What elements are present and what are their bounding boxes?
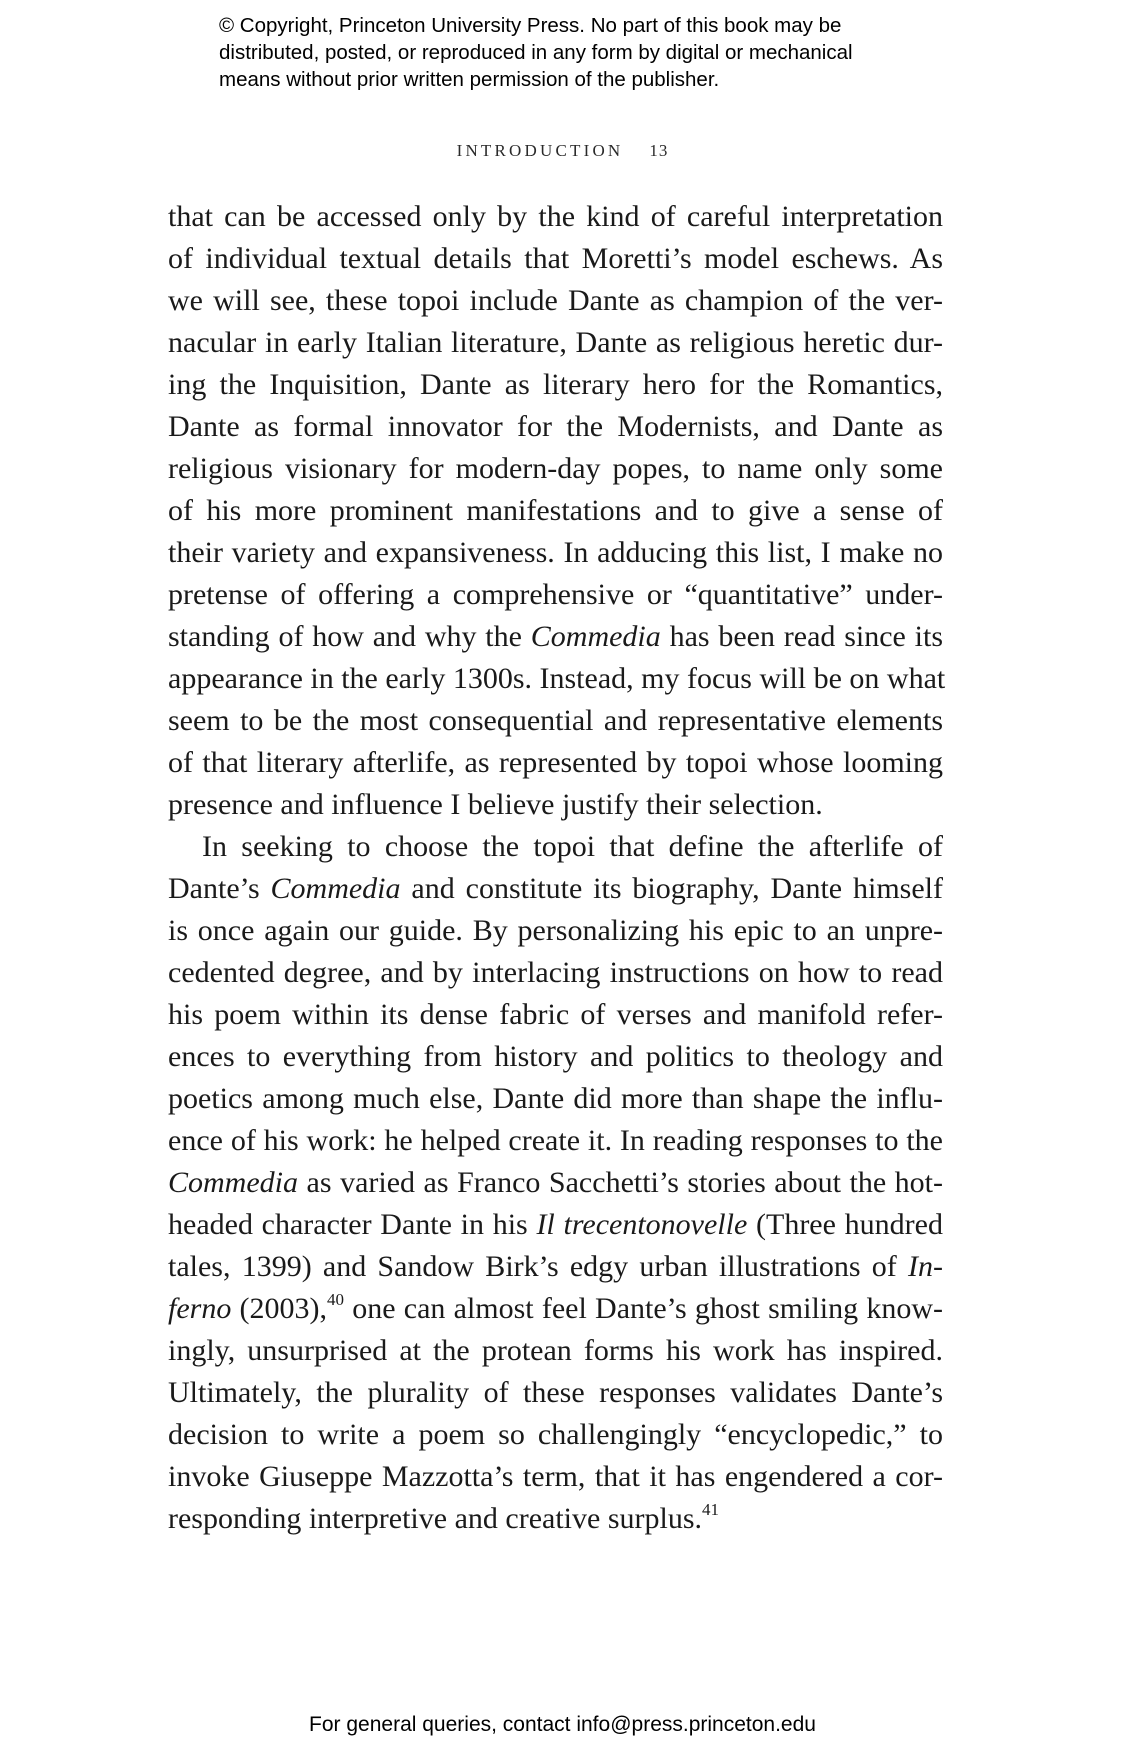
italic-title: ferno	[168, 1292, 232, 1325]
text-line: we will see, these topoi include Dante as champion of the ver-	[168, 284, 943, 317]
copyright-notice	[219, 12, 979, 93]
text-line	[168, 1288, 943, 1330]
text-run: has been read since its	[660, 620, 943, 653]
text-run: Dante’s	[168, 872, 271, 905]
text-line: ingly, unsurprised at the protean forms his work has inspired.	[168, 1334, 943, 1367]
text-line	[168, 868, 943, 910]
text-line: ence of his work: he helped create it. In reading responses to the	[168, 1124, 943, 1157]
text-line: is once again our guide. By personalizing his epic to an unpre-	[168, 914, 943, 947]
body-text	[168, 196, 946, 1540]
text-line: of individual textual details that Moretti’s model eschews. As	[168, 242, 943, 275]
text-line: In seeking to choose the topoi that define the afterlife of	[202, 830, 943, 863]
text-line: that can be accessed only by the kind of careful interpretation	[168, 200, 943, 233]
footer-contact: For general queries, contact info@press.princeton.edu	[309, 1713, 816, 1736]
text-run: one can almost feel Dante’s ghost smiling know-	[344, 1292, 943, 1325]
text-line: invoke Giuseppe Mazzotta’s term, that it has engendered a cor-	[168, 1460, 943, 1493]
text-run: responding interpretive and creative surplus.	[168, 1502, 702, 1535]
text-run: as varied as Franco Sacchetti’s stories about the hot-	[298, 1166, 943, 1199]
text-run: (2003),	[231, 1292, 328, 1325]
copyright-line: © Copyright, Princeton University Press. No part of this book may be	[219, 14, 842, 37]
text-line: poetics among much else, Dante did more than shape the influ-	[168, 1082, 943, 1115]
text-line: of that literary afterlife, as represented by topoi whose looming	[168, 746, 943, 779]
text-line: Ultimately, the plurality of these responses validates Dante’s	[168, 1376, 943, 1409]
footnote-marker[interactable]: 40	[327, 1290, 345, 1309]
running-head	[0, 141, 1125, 161]
text-line: cedented degree, and by interlacing instructions on how to read	[168, 956, 943, 989]
text-line: ing the Inquisition, Dante as literary hero for the Romantics,	[168, 368, 943, 401]
italic-title: Commedia	[270, 872, 401, 905]
text-run: tales, 1399) and Sandow Birk’s edgy urban illustrations of	[168, 1250, 909, 1283]
text-line: decision to write a poem so challengingly “encyclopedic,” to	[168, 1418, 943, 1451]
text-line	[168, 1204, 943, 1246]
italic-title: Commedia	[530, 620, 661, 653]
text-run: (Three hundred	[747, 1208, 943, 1241]
text-line: presence and influence I believe justify their selection.	[168, 788, 823, 821]
italic-title: Commedia	[168, 1166, 298, 1199]
text-line: seem to be the most consequential and representative elements	[168, 704, 943, 737]
copyright-line: means without prior written permission of the publisher.	[219, 68, 720, 91]
text-run: headed character Dante in his	[168, 1208, 537, 1241]
text-line	[168, 1246, 943, 1288]
text-line	[168, 1162, 943, 1204]
paragraph	[168, 196, 946, 826]
text-line: ences to everything from history and politics to theology and	[168, 1040, 943, 1073]
text-line: religious visionary for modern-day popes, to name only some	[168, 452, 943, 485]
copyright-line: distributed, posted, or reproduced in any form by digital or mechanical	[219, 41, 853, 64]
italic-title: Il trecentonovelle	[536, 1208, 748, 1241]
paragraph	[168, 826, 943, 1540]
text-line: their variety and expansiveness. In adducing this list, I make no	[168, 536, 943, 569]
text-line	[168, 1498, 943, 1540]
text-line: nacular in early Italian literature, Dante as religious heretic dur-	[168, 326, 943, 359]
text-line: his poem within its dense fabric of verses and manifold refer-	[168, 998, 943, 1031]
page-number: 13	[649, 141, 669, 160]
text-run: and constitute its biography, Dante himself	[400, 872, 943, 905]
text-line: pretense of offering a comprehensive or “quantitative” under-	[168, 578, 943, 611]
running-head-title: INTRODUCTION	[456, 141, 624, 160]
text-line: appearance in the early 1300s. Instead, my focus will be on what	[168, 662, 946, 695]
footnote-marker[interactable]: 41	[702, 1500, 719, 1519]
italic-title: In-	[908, 1250, 943, 1283]
text-line: Dante as formal innovator for the Modernists, and Dante as	[168, 410, 943, 443]
text-line	[168, 616, 943, 658]
text-line: of his more prominent manifestations and to give a sense of	[168, 494, 943, 527]
text-run: standing of how and why the	[168, 620, 531, 653]
